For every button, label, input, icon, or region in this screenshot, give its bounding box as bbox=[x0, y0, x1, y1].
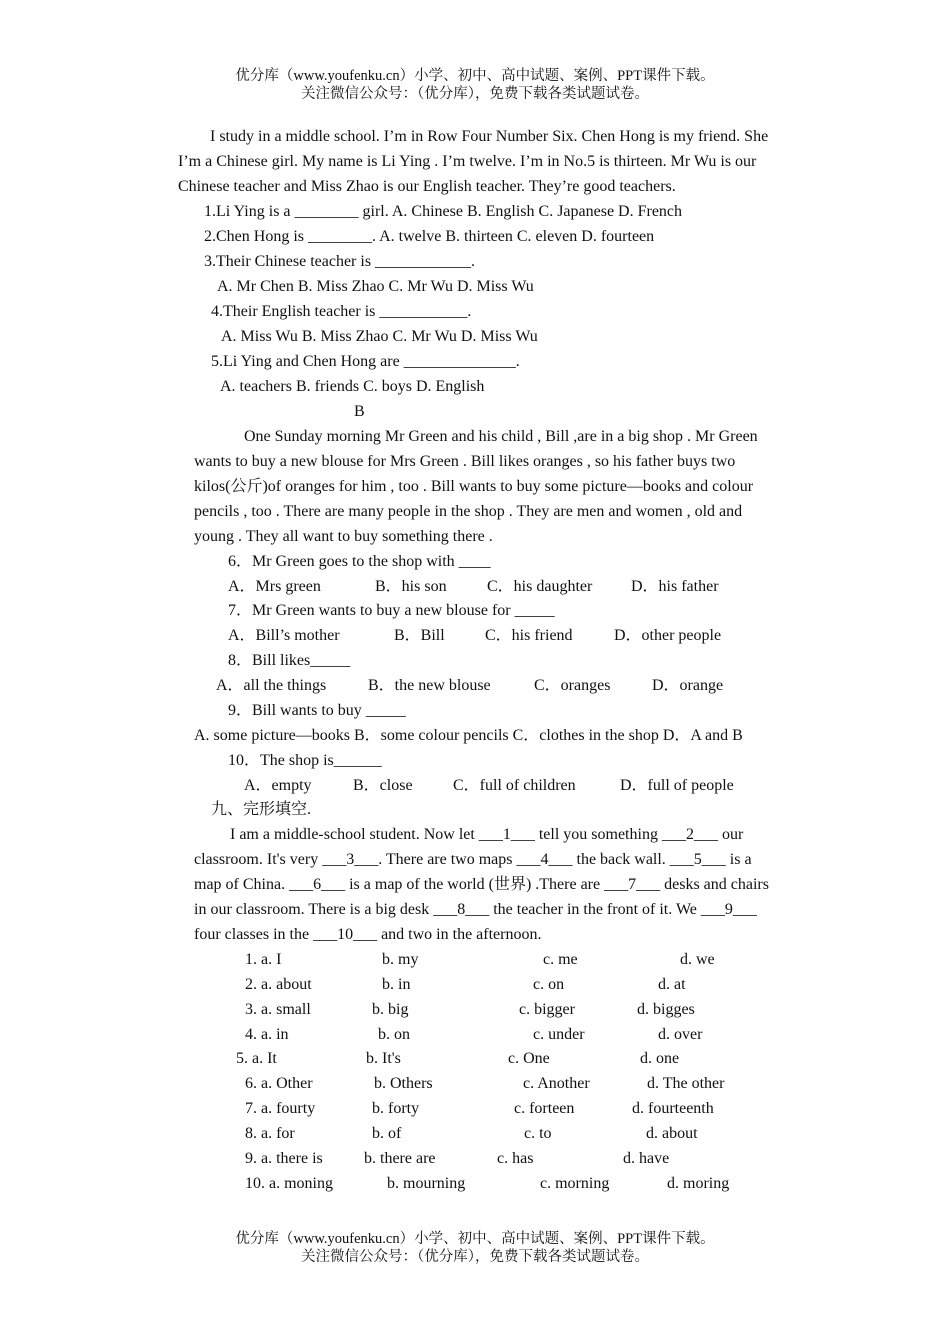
cloze-option-7a: 7. a. fourty bbox=[245, 1100, 316, 1117]
cloze-option-2a: 2. a. about bbox=[245, 976, 312, 993]
cloze-option-5c: c. One bbox=[508, 1050, 550, 1067]
question-6-option-d: D．his father bbox=[631, 578, 719, 595]
cloze-option-1a: 1. a. I bbox=[245, 951, 282, 968]
cloze-option-10c: c. morning bbox=[540, 1175, 610, 1192]
cloze-line-1: I am a middle-school student. Now let ___1___ tell you something ___2___ our bbox=[230, 826, 744, 843]
cloze-option-5a: 5. a. It bbox=[236, 1050, 277, 1067]
cloze-option-4c: c. under bbox=[533, 1026, 585, 1043]
question-8-option-c: C．oranges bbox=[534, 677, 611, 694]
cloze-option-2c: c. on bbox=[533, 976, 565, 993]
question-8: 8．Bill likes_____ bbox=[228, 652, 351, 669]
cloze-line-5: four classes in the ___10___ and two in the afternoon. bbox=[194, 926, 542, 943]
cloze-option-7c: c. forteen bbox=[514, 1100, 575, 1117]
cloze-option-6c: c. Another bbox=[523, 1075, 590, 1092]
cloze-option-10d: d. moring bbox=[667, 1175, 730, 1192]
cloze-option-4d: d. over bbox=[658, 1026, 703, 1043]
question-4-options: A. Miss Wu B. Miss Zhao C. Mr Wu D. Miss Wu bbox=[221, 328, 538, 345]
question-10-option-d: D．full of people bbox=[620, 777, 734, 794]
question-2: 2.Chen Hong is ________. A. twelve B. thirteen C. eleven D. fourteen bbox=[204, 228, 655, 245]
footer-line-2: 关注微信公众号：（优分库），免费下载各类试题试卷。 bbox=[301, 1249, 649, 1265]
question-6: 6．Mr Green goes to the shop with ____ bbox=[228, 553, 491, 570]
cloze-option-10b: b. mourning bbox=[387, 1175, 466, 1192]
cloze-option-8c: c. to bbox=[524, 1125, 552, 1142]
question-10-option-a: A．empty bbox=[244, 777, 312, 794]
cloze-option-1c: c. me bbox=[543, 951, 578, 968]
passage-a-line-1: I study in a middle school. I’m in Row Four Number Six. Chen Hong is my friend. She bbox=[210, 128, 769, 145]
cloze-option-1b: b. my bbox=[382, 951, 419, 968]
cloze-option-7b: b. forty bbox=[372, 1100, 420, 1117]
question-3: 3.Their Chinese teacher is ____________. bbox=[204, 253, 476, 270]
cloze-option-10a: 10. a. moning bbox=[245, 1175, 333, 1192]
cloze-option-9d: d. have bbox=[623, 1150, 670, 1167]
cloze-option-7d: d. fourteenth bbox=[632, 1100, 714, 1117]
passage-b-line-4: pencils , too . There are many people in the shop . They are men and women , old and bbox=[194, 503, 743, 520]
cloze-option-8a: 8. a. for bbox=[245, 1125, 295, 1142]
question-5-options: A. teachers B. friends C. boys D. English bbox=[220, 378, 485, 395]
question-9: 9．Bill wants to buy _____ bbox=[228, 702, 406, 719]
cloze-option-8d: d. about bbox=[646, 1125, 698, 1142]
question-10-option-b: B．close bbox=[353, 777, 413, 794]
cloze-option-3a: 3. a. small bbox=[245, 1001, 311, 1018]
cloze-option-2d: d. at bbox=[658, 976, 686, 993]
question-8-option-a: A．all the things bbox=[216, 677, 327, 694]
passage-a-line-2: I’m a Chinese girl. My name is Li Ying . I’m twelve. I’m in No.5 is thirteen. Mr Wu is our bbox=[178, 153, 757, 170]
question-1: 1.Li Ying is a ________ girl. A. Chinese B. English C. Japanese D. French bbox=[204, 203, 683, 220]
passage-b-line-3: kilos(公斤)of oranges for him , too . Bill wants to buy some picture—books and colour bbox=[194, 478, 754, 495]
passage-b-label: B bbox=[354, 403, 365, 420]
question-10: 10．The shop is______ bbox=[228, 752, 382, 769]
question-7: 7．Mr Green wants to buy a new blouse for _____ bbox=[228, 602, 555, 619]
question-9-options: A. some picture—books B．some colour pencils C．clothes in the shop D．A and B bbox=[194, 727, 743, 744]
question-8-option-d: D．orange bbox=[652, 677, 724, 694]
cloze-line-3: map of China. ___6___ is a map of the world (世界) .There are ___7___ desks and chairs bbox=[194, 876, 769, 893]
cloze-option-6d: d. The other bbox=[647, 1075, 725, 1092]
cloze-option-8b: b. of bbox=[372, 1125, 402, 1142]
section-9-title: 九、完形填空. bbox=[211, 801, 312, 818]
cloze-option-1d: d. we bbox=[680, 951, 715, 968]
cloze-line-4: in our classroom. There is a big desk ___8___ the teacher in the front of it. We ___9___ bbox=[194, 901, 757, 918]
question-7-option-d: D．other people bbox=[614, 627, 722, 644]
cloze-line-2: classroom. It's very ___3___. There are two maps ___4___ the back wall. ___5___ is a bbox=[194, 851, 752, 868]
question-6-option-a: A．Mrs green bbox=[228, 578, 321, 595]
cloze-option-4a: 4. a. in bbox=[245, 1026, 289, 1043]
passage-b-line-1-text: One Sunday morning Mr Green and his child , Bill ,are in a big shop . Mr Green bbox=[244, 428, 758, 445]
passage-b-line-5: young . They all want to buy something there . bbox=[194, 528, 493, 545]
question-7-option-a: A．Bill’s mother bbox=[228, 627, 340, 644]
question-4: 4.Their English teacher is ___________. bbox=[211, 303, 472, 320]
question-6-option-b: B．his son bbox=[375, 578, 447, 595]
cloze-option-6a: 6. a. Other bbox=[245, 1075, 313, 1092]
question-6-option-c: C．his daughter bbox=[487, 578, 593, 595]
cloze-option-3b: b. big bbox=[372, 1001, 409, 1018]
cloze-option-4b: b. on bbox=[378, 1026, 410, 1043]
passage-a-line-3: Chinese teacher and Miss Zhao is our English teacher. They’re good teachers. bbox=[178, 178, 676, 195]
footer-line-1: 优分库（www.youfenku.cn）小学、初中、高中试题、案例、PPT课件下载。 bbox=[235, 1231, 715, 1247]
cloze-option-3c: c. bigger bbox=[519, 1001, 575, 1018]
cloze-option-9b: b. there are bbox=[364, 1150, 436, 1167]
question-8-option-b: B．the new blouse bbox=[368, 677, 491, 694]
cloze-option-6b: b. Others bbox=[374, 1075, 433, 1092]
question-7-option-c: C．his friend bbox=[485, 627, 573, 644]
header-line-1: 优分库（www.youfenku.cn）小学、初中、高中试题、案例、PPT课件下载。 bbox=[235, 68, 715, 84]
cloze-option-9a: 9. a. there is bbox=[245, 1150, 323, 1167]
header-line-2: 关注微信公众号：（优分库），免费下载各类试题试卷。 bbox=[301, 86, 649, 102]
question-3-options: A. Mr Chen B. Miss Zhao C. Mr Wu D. Miss Wu bbox=[217, 278, 534, 295]
question-7-option-b: B．Bill bbox=[394, 627, 445, 644]
cloze-option-5b: b. It's bbox=[366, 1050, 401, 1067]
question-5: 5.Li Ying and Chen Hong are ______________. bbox=[211, 353, 520, 370]
cloze-option-5d: d. one bbox=[640, 1050, 680, 1067]
passage-b-line-1 bbox=[244, 424, 806, 449]
passage-b-line-2: wants to buy a new blouse for Mrs Green . Bill likes oranges , so his father buys two bbox=[194, 453, 736, 470]
cloze-option-2b: b. in bbox=[382, 976, 411, 993]
cloze-option-9c: c. has bbox=[497, 1150, 534, 1167]
question-10-option-c: C．full of children bbox=[453, 777, 576, 794]
cloze-option-3d: d. bigges bbox=[637, 1001, 695, 1018]
